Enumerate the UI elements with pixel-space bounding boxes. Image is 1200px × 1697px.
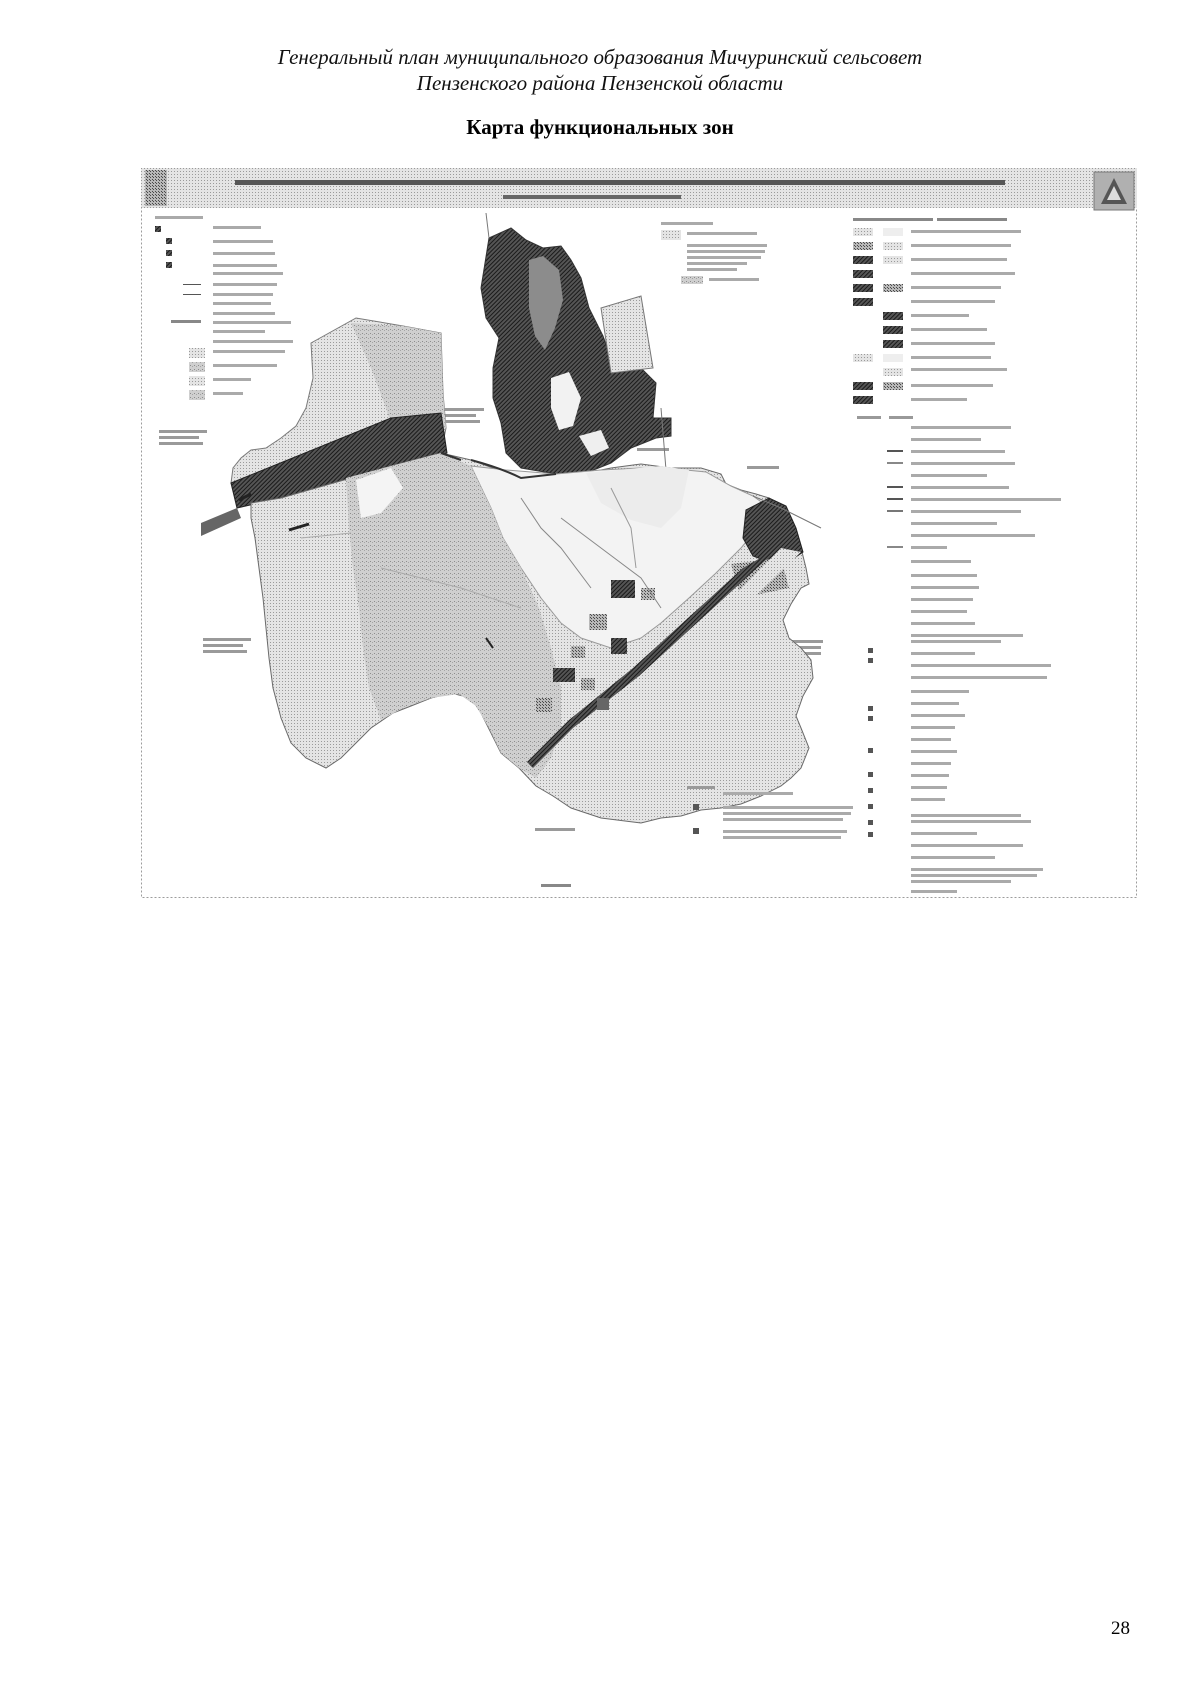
header-line-2: Пензенского района Пензенской области (416, 71, 784, 95)
page-number: 28 (1111, 1618, 1130, 1639)
header-line-1: Генеральный план муниципального образования Мичуринский сельсовет (277, 45, 923, 69)
map-caption: Карта функциональных зон (466, 115, 734, 139)
running-header (0, 44, 1200, 96)
map-title-band (141, 168, 1137, 208)
coat-of-arms-emblem (1094, 172, 1134, 210)
map-subtitle-text-bar (503, 195, 681, 199)
functional-zones-map (141, 168, 1137, 898)
map-scale (541, 884, 571, 887)
map-image (141, 168, 1137, 898)
map-title-text-bar (235, 180, 1005, 185)
map-title-left-block (145, 170, 167, 206)
